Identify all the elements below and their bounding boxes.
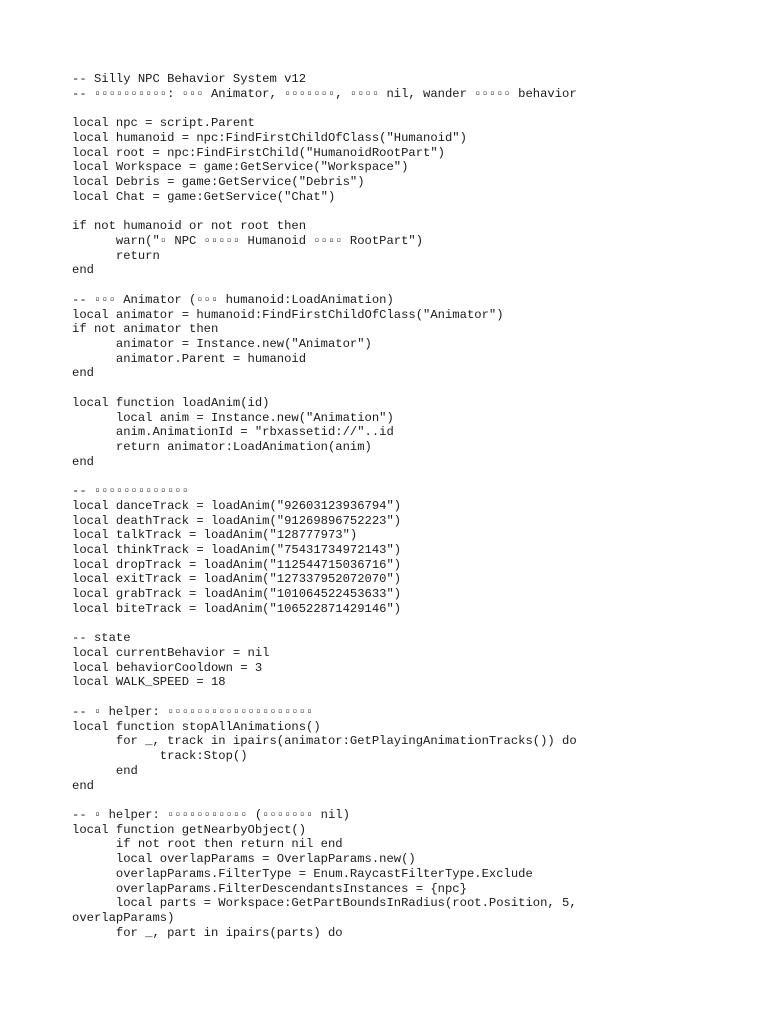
code-line: local Debris = game:GetService("Debris") [72, 175, 365, 190]
code-line: end [72, 366, 94, 381]
code-line: end [72, 454, 94, 469]
code-line: animator = Instance.new("Animator") [72, 336, 372, 351]
code-line: -- ▫▫▫ Animator (▫▫▫ humanoid:LoadAnimation) [72, 292, 394, 307]
code-line: end [72, 263, 94, 278]
code-line: local WALK_SPEED = 18 [72, 675, 226, 690]
code-line: -- ▫▫▫▫▫▫▫▫▫▫▫▫▫ [72, 484, 190, 499]
code-line: end [72, 778, 94, 793]
code-line: local biteTrack = loadAnim("106522871429146") [72, 601, 402, 616]
code-line: local anim = Instance.new("Animation") [72, 410, 394, 425]
code-line: end [72, 763, 138, 778]
code-block [72, 72, 712, 940]
code-line: -- ▫ helper: ▫▫▫▫▫▫▫▫▫▫▫▫▫▫▫▫▫▫▫▫ [72, 704, 314, 719]
code-line: if not root then return nil end [72, 837, 343, 852]
code-line: local Workspace = game:GetService("Workspace") [72, 160, 409, 175]
code-line: local animator = humanoid:FindFirstChildOfClass("Animator") [72, 307, 504, 322]
code-line: if not animator then [72, 322, 219, 337]
code-line: local humanoid = npc:FindFirstChildOfClass("Humanoid") [72, 130, 467, 145]
code-line: local exitTrack = loadAnim("127337952072070") [72, 572, 402, 587]
code-line [72, 278, 712, 293]
code-line: local parts = Workspace:GetPartBoundsInRadius(root.Position, 5, [72, 896, 577, 911]
code-line: local function stopAllAnimations() [72, 719, 321, 734]
code-line: local thinkTrack = loadAnim("75431734972143") [72, 543, 402, 557]
code-line: local npc = script.Parent [72, 116, 255, 131]
code-line: return animator:LoadAnimation(anim) [72, 439, 372, 454]
code-line: return [72, 248, 160, 263]
code-line: local danceTrack = loadAnim("92603123936794") [72, 498, 402, 513]
code-line [72, 101, 712, 116]
code-line: animator.Parent = humanoid [72, 351, 307, 366]
code-line: local function getNearbyObject() [72, 822, 307, 837]
code-line: overlapParams.FilterDescendantsInstances = {npc} [72, 881, 467, 896]
code-line: overlapParams.FilterType = Enum.RaycastFilterType.Exclude [72, 866, 533, 881]
code-line: local currentBehavior = nil [72, 646, 270, 661]
code-line: track:Stop() [72, 749, 248, 764]
code-line: for _, track in ipairs(animator:GetPlayingAnimationTracks()) do [72, 734, 577, 749]
code-line: -- ▫▫▫▫▫▫▫▫▫▫: ▫▫▫ Animator, ▫▫▫▫▫▫▫, ▫▫▫▫ nil, wander ▫▫▫▫▫ behavior [72, 86, 577, 101]
code-line: warn("▫ NPC ▫▫▫▫▫ Humanoid ▫▫▫▫ RootPart") [72, 233, 424, 248]
code-line: -- state [72, 631, 131, 646]
code-line: if not humanoid or not root then [72, 219, 307, 234]
code-line [72, 381, 712, 396]
code-line: local deathTrack = loadAnim("91269896752223") [72, 513, 402, 528]
code-line [72, 469, 712, 484]
code-line [72, 204, 712, 219]
code-line: anim.AnimationId = "rbxassetid://"..id [72, 425, 394, 440]
code-line: local dropTrack = loadAnim("112544715036716") [72, 557, 402, 572]
code-line: -- ▫ helper: ▫▫▫▫▫▫▫▫▫▫▫ (▫▫▫▫▫▫▫ nil) [72, 807, 350, 822]
code-line: local grabTrack = loadAnim("101064522453633") [72, 587, 402, 602]
code-line [72, 617, 712, 632]
code-line [72, 793, 712, 808]
code-line [72, 690, 712, 705]
code-line: local root = npc:FindFirstChild("HumanoidRootPart") [72, 145, 445, 160]
code-line: local overlapParams = OverlapParams.new() [72, 852, 416, 867]
code-line: local Chat = game:GetService("Chat") [72, 189, 336, 204]
code-line: for _, part in ipairs(parts) do [72, 925, 343, 940]
code-line: overlapParams) [72, 910, 175, 925]
code-line: local talkTrack = loadAnim("128777973") [72, 528, 358, 543]
code-line: local function loadAnim(id) [72, 395, 270, 410]
code-line: -- Silly NPC Behavior System v12 [72, 72, 307, 86]
code-line: local behaviorCooldown = 3 [72, 660, 263, 675]
